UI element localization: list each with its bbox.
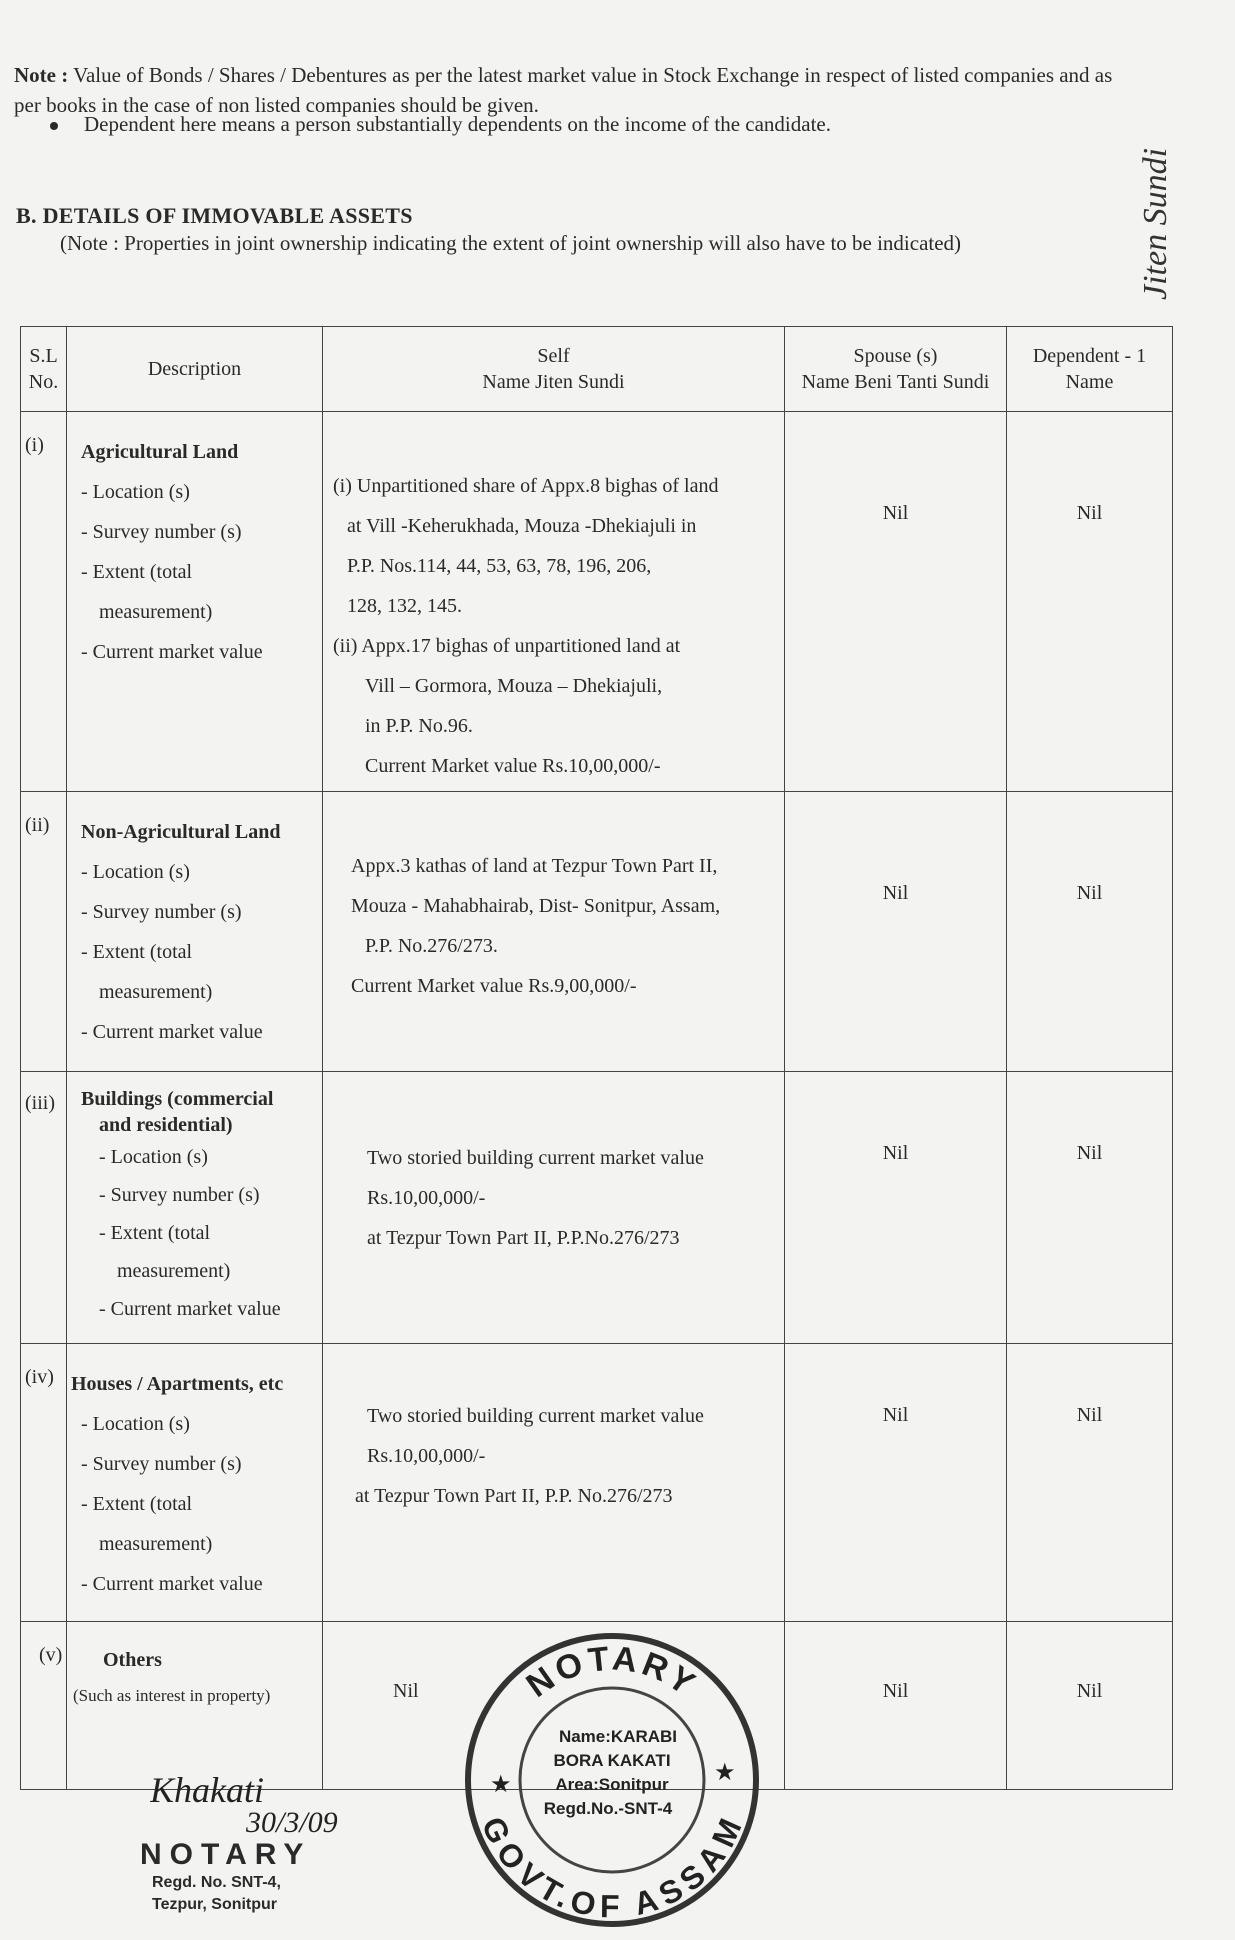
notary-regd: Regd. No. SNT-4, bbox=[152, 1874, 281, 1891]
row-spouse: Nil bbox=[785, 412, 1007, 792]
self-line: Current Market value Rs.9,00,000/- bbox=[351, 975, 637, 997]
desc-item: - Extent (total bbox=[81, 1493, 193, 1515]
desc-item: measurement) bbox=[99, 981, 213, 1003]
margin-signature bbox=[1128, 10, 1188, 310]
row-self bbox=[323, 412, 785, 792]
table-row bbox=[21, 792, 1173, 1072]
self-line: Appx.3 kathas of land at Tezpur Town Part II, bbox=[351, 855, 718, 877]
desc-item: - Extent (total bbox=[81, 941, 193, 963]
row-dependent: Nil bbox=[1007, 792, 1173, 1072]
notary-signature bbox=[150, 1770, 410, 1840]
desc-item: - Extent (total bbox=[99, 1222, 211, 1244]
self-line: P.P. No.276/273. bbox=[365, 935, 498, 957]
header-description: Description bbox=[67, 327, 323, 412]
header-spouse: Spouse (s) Name Beni Tanti Sundi bbox=[785, 327, 1007, 412]
desc-item: - Current market value bbox=[81, 1573, 263, 1595]
desc-item: - Extent (total bbox=[81, 561, 193, 583]
row-self bbox=[323, 792, 785, 1072]
desc-item: - Current market value bbox=[99, 1298, 281, 1320]
stamp-area: Area:Sonitpur bbox=[555, 1775, 669, 1794]
row-dependent: Nil bbox=[1007, 1622, 1173, 1790]
row-description bbox=[67, 412, 323, 792]
stamp-bottom-text: GOVT.OF ASSAM bbox=[474, 1811, 750, 1925]
notary-place: Tezpur, Sonitpur bbox=[152, 1896, 278, 1913]
row-description bbox=[67, 1344, 323, 1622]
notary-rubber-stamp bbox=[140, 1838, 311, 1916]
row-head: and residential) bbox=[99, 1114, 233, 1136]
desc-item: - Survey number (s) bbox=[81, 901, 242, 923]
stamp-regd: Regd.No.-SNT-4 bbox=[543, 1799, 673, 1818]
self-line: P.P. Nos.114, 44, 53, 63, 78, 196, 206, bbox=[347, 555, 652, 577]
row-head: Others bbox=[103, 1649, 162, 1671]
row-head: Agricultural Land bbox=[81, 441, 239, 463]
self-line: at Tezpur Town Part II, P.P. No.276/273 bbox=[355, 1485, 673, 1507]
row-spouse: Nil bbox=[785, 1622, 1007, 1790]
self-line: 128, 132, 145. bbox=[347, 595, 462, 617]
desc-item: - Survey number (s) bbox=[81, 521, 242, 543]
stamp-star-right-icon: ★ bbox=[714, 1760, 736, 1786]
self-line: Rs.10,00,000/- bbox=[367, 1187, 486, 1209]
stamp-star-left-icon: ★ bbox=[490, 1772, 512, 1798]
section-note: (Note : Properties in joint ownership indicating the extent of joint ownership will also have to be indicated) bbox=[60, 231, 962, 255]
row-sl: (iv) bbox=[21, 1344, 67, 1622]
self-line: (ii) Appx.17 bighas of unpartitioned land at bbox=[333, 635, 681, 657]
desc-item: - Survey number (s) bbox=[99, 1184, 260, 1206]
signature-date: 30/3/09 bbox=[246, 1806, 338, 1839]
desc-item: - Current market value bbox=[81, 1021, 263, 1043]
stamp-name1: Name:KARABI bbox=[558, 1727, 678, 1746]
desc-item: measurement) bbox=[99, 601, 213, 623]
row-dependent: Nil bbox=[1007, 1072, 1173, 1344]
row-spouse: Nil bbox=[785, 1072, 1007, 1344]
bullet-text: Dependent here means a person substantially dependents on the income of the candidate. bbox=[84, 112, 831, 136]
row-dependent: Nil bbox=[1007, 412, 1173, 792]
desc-item: - Location (s) bbox=[99, 1146, 208, 1168]
self-line: Two storied building current market value bbox=[367, 1405, 704, 1427]
section-title: B. DETAILS OF IMMOVABLE ASSETS bbox=[16, 203, 413, 228]
header-self: Self Name Jiten Sundi bbox=[323, 327, 785, 412]
row-self: Nil bbox=[323, 1622, 785, 1790]
row-self bbox=[323, 1072, 785, 1344]
table-row bbox=[21, 1344, 1173, 1622]
note-paragraph bbox=[14, 60, 1134, 120]
self-line: Mouza - Mahabhairab, Dist- Sonitpur, Assam, bbox=[351, 895, 721, 917]
row-spouse: Nil bbox=[785, 792, 1007, 1072]
notary-stamp bbox=[462, 1630, 762, 1930]
self-line: Two storied building current market value bbox=[367, 1147, 704, 1169]
header-sl: S.L No. bbox=[21, 327, 67, 412]
bullet-dot-icon bbox=[50, 122, 58, 130]
row-head: Houses / Apartments, etc bbox=[71, 1373, 284, 1395]
stamp-name2: BORA KAKATI bbox=[553, 1751, 671, 1770]
desc-item: measurement) bbox=[117, 1260, 231, 1282]
row-head: Buildings (commercial bbox=[81, 1088, 274, 1110]
row-dependent: Nil bbox=[1007, 1344, 1173, 1622]
note-label: Note : bbox=[14, 63, 69, 87]
stamp-top-text: NOTARY bbox=[519, 1639, 705, 1706]
self-line: at Tezpur Town Part II, P.P.No.276/273 bbox=[367, 1227, 680, 1249]
self-line: Rs.10,00,000/- bbox=[367, 1445, 486, 1467]
row-sl: (i) bbox=[21, 412, 67, 792]
immovable-assets-table bbox=[20, 326, 1173, 1790]
signature-text: Khakati bbox=[150, 1770, 264, 1810]
desc-item: - Current market value bbox=[81, 641, 263, 663]
svg-text:GOVT.OF ASSAM bbox=[475, 1811, 750, 1924]
margin-signature-text: Jiten Sundi bbox=[1137, 147, 1174, 300]
header-dependent: Dependent - 1 Name bbox=[1007, 327, 1173, 412]
desc-item: measurement) bbox=[99, 1533, 213, 1555]
row-description bbox=[67, 1072, 323, 1344]
row-self bbox=[323, 1344, 785, 1622]
self-line: (i) Unpartitioned share of Appx.8 bighas of land bbox=[333, 475, 719, 497]
self-line: Current Market value Rs.10,00,000/- bbox=[365, 755, 661, 777]
desc-item: - Location (s) bbox=[81, 1413, 190, 1435]
self-line: at Vill -Keherukhada, Mouza -Dhekiajuli in bbox=[347, 515, 697, 537]
desc-item: - Location (s) bbox=[81, 861, 190, 883]
row-spouse: Nil bbox=[785, 1344, 1007, 1622]
row-sl: (ii) bbox=[21, 792, 67, 1072]
desc-item: (Such as interest in property) bbox=[73, 1686, 271, 1705]
row-sl: (v) bbox=[21, 1622, 67, 1790]
table-row bbox=[21, 1072, 1173, 1344]
table-row bbox=[21, 412, 1173, 792]
desc-item: - Location (s) bbox=[81, 481, 190, 503]
row-description bbox=[67, 1622, 323, 1790]
notary-title: NOTARY bbox=[140, 1838, 312, 1871]
dependent-bullet bbox=[50, 112, 831, 137]
table-header-row bbox=[21, 327, 1173, 412]
self-line: Vill – Gormora, Mouza – Dhekiajuli, bbox=[365, 675, 663, 697]
row-sl: (iii) bbox=[21, 1072, 67, 1344]
row-description bbox=[67, 792, 323, 1072]
row-head: Non-Agricultural Land bbox=[81, 821, 281, 843]
self-line: in P.P. No.96. bbox=[365, 715, 473, 737]
desc-item: - Survey number (s) bbox=[81, 1453, 242, 1475]
note-text: Value of Bonds / Shares / Debentures as per the latest market value in Stock Exchange in respect of listed companies and as per books in the case of non listed companies should be given. bbox=[14, 63, 1113, 117]
